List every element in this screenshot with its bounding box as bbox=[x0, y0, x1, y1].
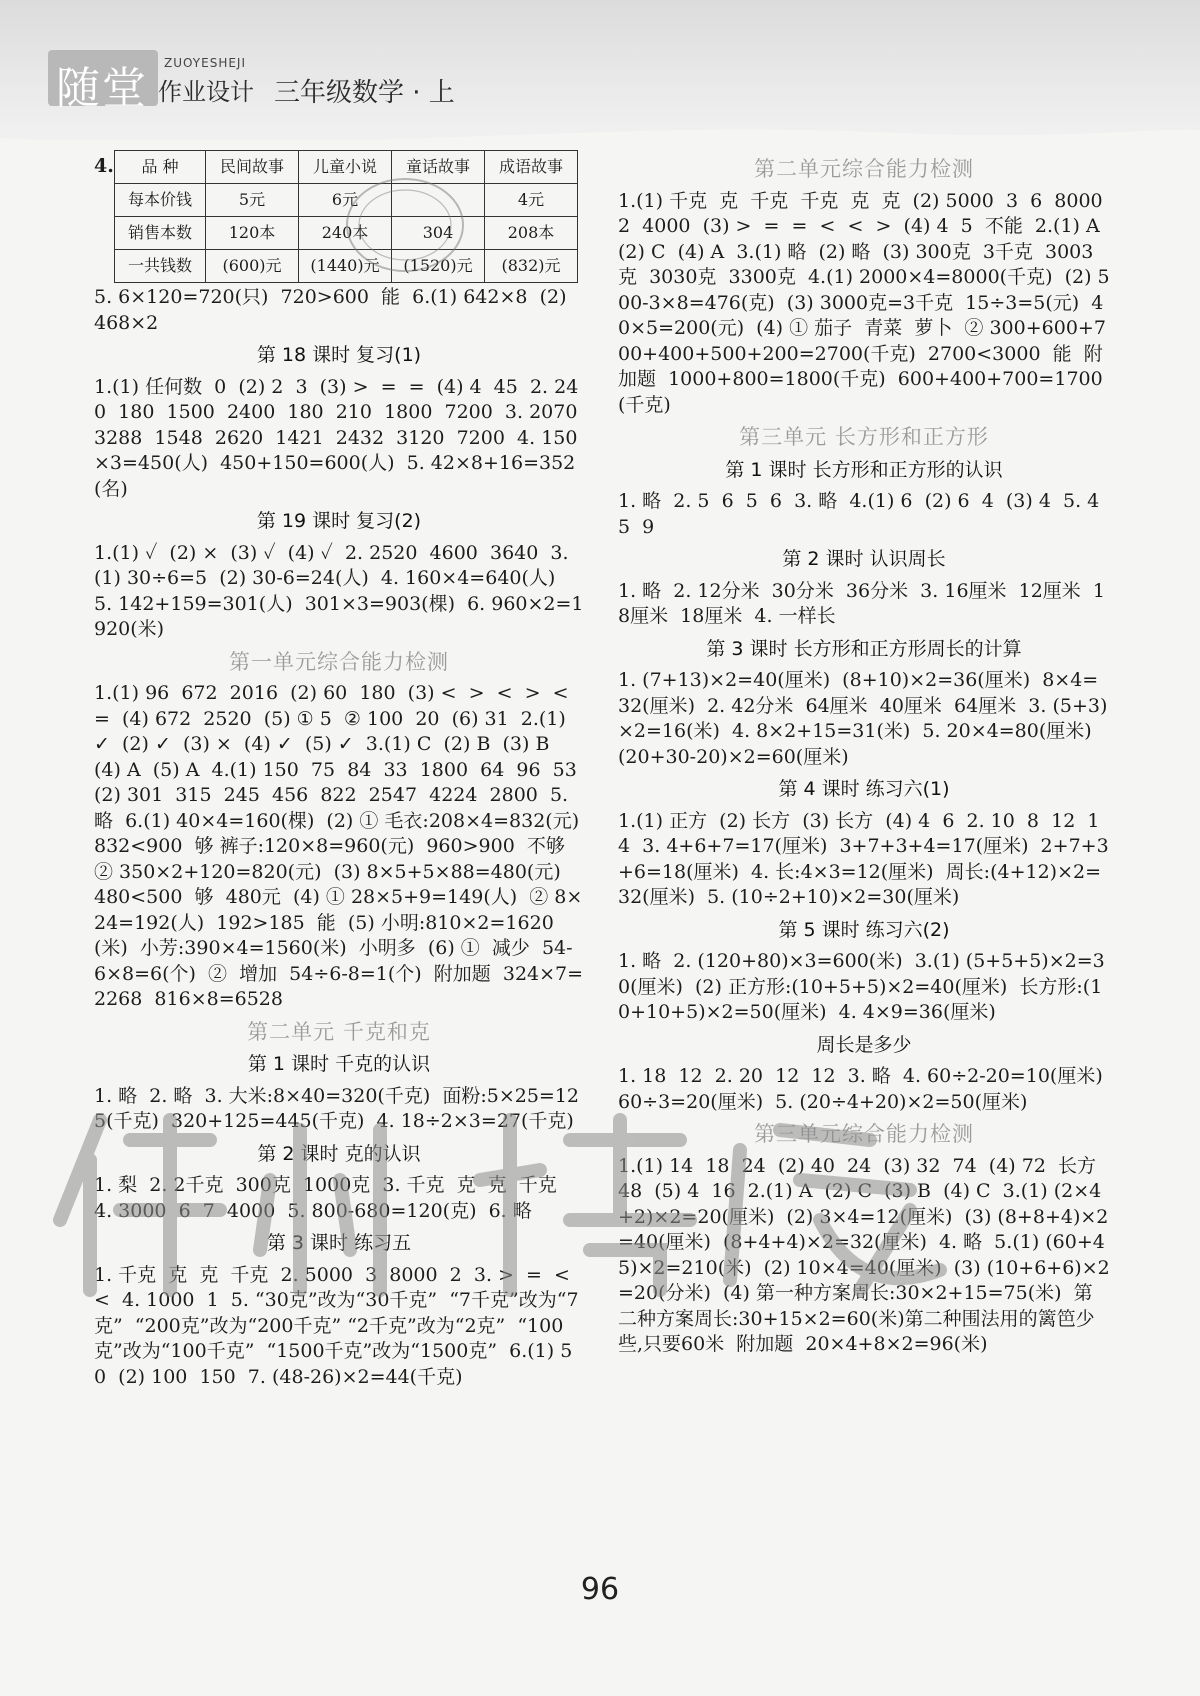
table-cell: 304 bbox=[392, 217, 485, 250]
logo-latin: ZUOYESHEJI bbox=[164, 56, 247, 70]
page-header bbox=[0, 0, 1200, 140]
lesson-heading: 第 2 课时 克的认识 bbox=[257, 1142, 421, 1165]
lesson-heading: 周长是多少 bbox=[816, 1033, 912, 1056]
table-cell: 6元 bbox=[299, 184, 392, 217]
unit-heading: 第二单元 千克和克 bbox=[247, 1019, 431, 1044]
table-cell: 销售本数 bbox=[115, 217, 206, 250]
table-cell: 240本 bbox=[299, 217, 392, 250]
page-number: 96 bbox=[580, 1572, 620, 1607]
sales-table-block bbox=[94, 150, 584, 283]
left-answers bbox=[94, 285, 592, 1390]
logo-title: 随堂 bbox=[56, 63, 148, 114]
table-cell: 每本价钱 bbox=[115, 184, 206, 217]
table-cell: 品 种 bbox=[115, 151, 206, 184]
answer-paragraph: 1.(1) 千克 克 千克 千克 克 克 (2) 5000 3 6 8000 2 4000 (3) > = = < < > (4) 4 5 不能 2.(1) A (2) C (4) A 3.(1) 略 (2) 略 (3) 300克 3千克 3003克 3030克 3300克 4.(1) 2000×4=8000(千克) (2) 500-3×8=476(克) (3) 3000克=3千克 15÷3=5(元) 40×5=200(元) (4) ① 茄子 青菜 萝卜 ② 300+600+700+400+500+200=2700(千克) 2700<3000 能 附加题 1000+800=1800(千克) 600+400+700=1700(千克) bbox=[618, 189, 1115, 416]
table-cell bbox=[392, 184, 485, 217]
lesson-heading: 第 1 课时 长方形和正方形的认识 bbox=[725, 458, 1003, 481]
grade-title: 三年级数学 · 上 bbox=[274, 78, 455, 108]
answer-paragraph: 1.(1) 96 672 2016 (2) 60 180 (3) < > < > < = (4) 672 2520 (5) ① 5 ② 100 20 (6) 31 2.(1) ✓ (2) ✓ (3) × (4) ✓ (5) ✓ 3.(1) C (2) B (3) B (4) A (5) A 4.(1) 150 75 84 33 1800 64 96 53 (2) 301 315 245 456 822 2547 4224 2800 5. 略 6.(1) 40×4=160(棵) (2) ① 毛衣:208×4=832(元) 832<900 够 裤子:120×8=960(元) 960>900 不够 ② 350×2+120=820(元) (3) 8×5+5×88=480(元) 480<500 够 480元 (4) ① 28×5+9=149(人) ② 8×24=192(人) 192>185 能 (5) 小明:810×2=1620(米) 小芳:390×4=1560(米) 小明多 (6) ① 减少 54-6×8=6(个) ② 增加 54÷6-8=1(个) 附加题 324×7=2268 816×8=6528 bbox=[94, 682, 592, 1010]
unit-heading: 第三单元综合能力检测 bbox=[754, 1122, 974, 1146]
unit-heading: 第三单元 长方形和正方形 bbox=[739, 425, 989, 449]
answer-paragraph: 1.(1) 正方 (2) 长方 (3) 长方 (4) 4 6 2. 10 8 12 14 3. 4+6+7=17(厘米) 3+7+3+4=17(厘米) 2+7+3+6=18(厘米) 4. 长:4×3=12(厘米) 周长:(4+12)×2=32(厘米) 5. (10÷2+10)×2=30(厘米) bbox=[618, 809, 1109, 908]
table-cell: (832)元 bbox=[485, 250, 578, 283]
unit-heading: 第一单元综合能力检测 bbox=[229, 649, 449, 674]
lesson-heading: 第 1 课时 千克的认识 bbox=[247, 1053, 431, 1075]
lesson-heading: 第 3 课时 长方形和正方形周长的计算 bbox=[706, 637, 1022, 660]
table-row bbox=[115, 250, 578, 283]
lesson-heading: 第 4 课时 练习六(1) bbox=[778, 778, 950, 800]
answer-paragraph: 1. 略 2. 略 3. 大米:8×40=320(千克) 面粉:5×25=125(千克) 320+125=445(千克) 4. 18÷2×3=27(千克) bbox=[94, 1084, 580, 1132]
lesson-heading: 第 5 课时 练习六(2) bbox=[778, 918, 950, 941]
right-column bbox=[618, 150, 1115, 1358]
table-cell: 儿童小说 bbox=[299, 151, 392, 184]
answer-paragraph: 1. 略 2. 12分米 30分米 36分米 3. 16厘米 12厘米 18厘米 18厘米 4. 一样长 bbox=[618, 579, 1105, 627]
table-cell: 5元 bbox=[206, 184, 299, 217]
question-number: 4. bbox=[94, 155, 114, 177]
right-answers bbox=[618, 157, 1115, 1358]
sales-table bbox=[114, 150, 578, 283]
answer-paragraph: 1. (7+13)×2=40(厘米) (8+10)×2=36(厘米) 8×4=32(厘米) 2. 42分米 64厘米 40厘米 64厘米 3. (5+3)×2=16(米) 4. 8×2+15=31(米) 5. 20×4=80(厘米) (20+30-20)×2=60(厘米) bbox=[618, 669, 1108, 768]
answer-paragraph: 1.(1) ✓ (2) × (3) ✓ (4) ✓ 2. 2520 4600 3640 3.(1) 30÷6=5 (2) 30-6=24(人) 4. 160×4=640(人) 5. 142+159=301(人) 301×3=903(棵) 6. 960×2=1920(米) bbox=[94, 541, 584, 640]
table-cell: (1440)元 bbox=[299, 250, 392, 283]
table-row bbox=[115, 217, 578, 250]
lesson-heading: 第 3 课时 练习五 bbox=[266, 1232, 412, 1254]
table-cell: 120本 bbox=[206, 217, 299, 250]
table-cell: 208本 bbox=[485, 217, 578, 250]
answer-paragraph: 5. 6×120=720(只) 720>600 能 6.(1) 642×8 (2) 468×2 bbox=[94, 286, 573, 334]
table-cell: 4元 bbox=[485, 184, 578, 217]
answer-paragraph: 1. 梨 2. 2千克 300克 1000克 3. 千克 克 克 千克 4. 3000 6 7 4000 5. 800-680=120(克) 6. 略 bbox=[94, 1174, 569, 1222]
answer-paragraph: 1. 略 2. (120+80)×3=600(米) 3.(1) (5+5+5)×2=30(厘米) (2) 正方形:(10+5+5)×2=40(厘米) 长方形:(10+10+5)×2=50(厘米) 4. 4×9=36(厘米) bbox=[618, 950, 1105, 1023]
table-row bbox=[115, 184, 578, 217]
table-cell: (1520)元 bbox=[392, 250, 485, 283]
lesson-heading: 第 18 课时 复习(1) bbox=[256, 344, 422, 366]
series-title: 作业设计 bbox=[158, 78, 254, 106]
table-cell: 一共钱数 bbox=[115, 250, 206, 283]
table-cell: 童话故事 bbox=[392, 151, 485, 184]
answer-paragraph: 1. 18 12 2. 20 12 12 3. 略 4. 60÷2-20=10(厘米) 60÷3=20(厘米) 5. (20÷4+20)×2=50(厘米) bbox=[618, 1065, 1115, 1113]
left-column bbox=[94, 150, 592, 1390]
table-cell: 成语故事 bbox=[485, 151, 578, 184]
table-cell: (600)元 bbox=[206, 250, 299, 283]
unit-heading: 第二单元综合能力检测 bbox=[754, 157, 974, 181]
lesson-heading: 第 19 课时 复习(2) bbox=[256, 510, 422, 532]
table-cell: 民间故事 bbox=[206, 151, 299, 184]
table-row bbox=[115, 151, 578, 184]
answer-paragraph: 1. 略 2. 5 6 5 6 3. 略 4.(1) 6 (2) 6 4 (3) 4 5. 4 5 9 bbox=[618, 490, 1112, 538]
lesson-heading: 第 2 课时 认识周长 bbox=[782, 548, 946, 570]
answer-paragraph: 1. 千克 克 克 千克 2. 5000 3 8000 2 3. > = < < 4. 1000 1 5. “30克”改为“30千克” “7千克”改为“7克” “200克”改为“200千克” “2千克”改为“2克” “100克”改为“100千克” “1500千克”改为“1500克” 6.(1) 50 (2) 100 150 7. (48-26)×2=44(千克) bbox=[94, 1263, 583, 1388]
answer-paragraph: 1.(1) 14 18 24 (2) 40 24 (3) 32 74 (4) 72 长方 48 (5) 4 16 2.(1) A (2) C (3) B (4) C 3.(1) (2×4+2)×2=20(厘米) (2) 3×4=12(厘米) (3) (8+8+4)×2=40(厘米) (8+4+4)×2=32(厘米) 4. 略 5.(1) (60+45)×2=210(米) (2) 10×4=40(厘米) (3) (10+6+6)×2=20(分米) (4) 第一种方案周长:30×2+15=75(米) 第二种方案周长:30+15×2=60(米)第二种围法用的篱笆少些,只要60米 附加题 20×4+8×2=96(米) bbox=[618, 1154, 1110, 1355]
answer-paragraph: 1.(1) 任何数 0 (2) 2 3 (3) > = = (4) 4 45 2. 240 180 1500 2400 180 210 1800 7200 3. 2070 3288 1548 2620 1421 2432 3120 7200 4. 150×3=450(人) 450+150=600(人) 5. 42×8+16=352(名) bbox=[94, 375, 590, 500]
